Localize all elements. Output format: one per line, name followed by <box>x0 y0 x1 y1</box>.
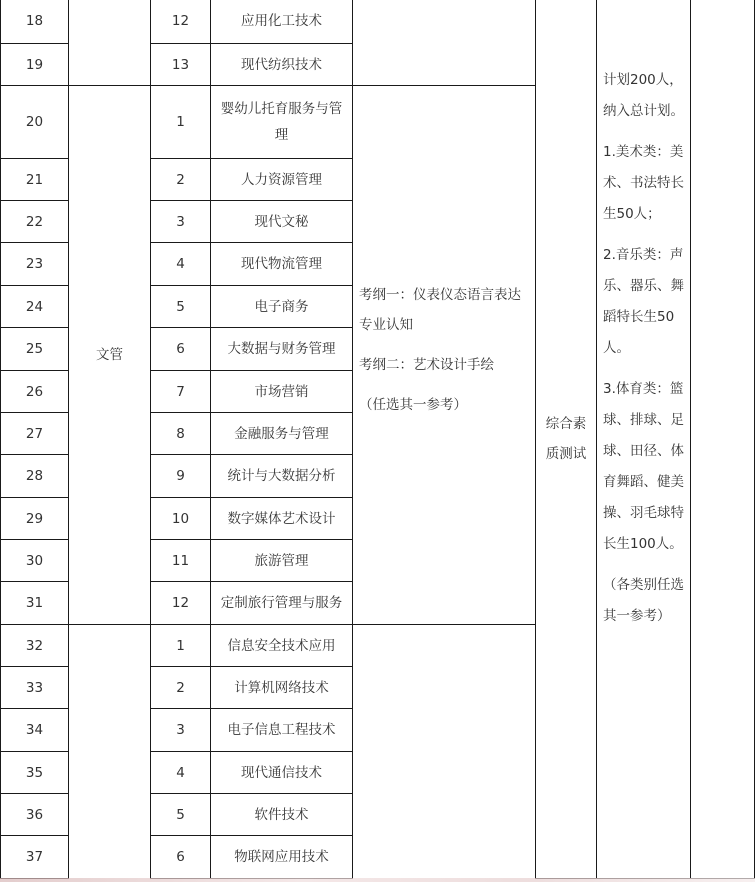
plan-art: 1.美术类：美术、书法特长生50人； <box>603 144 684 222</box>
quality-test-cell: 综合素质测试 <box>536 0 597 879</box>
major-cell: 电子商务 <box>211 286 353 328</box>
seq-cell: 36 <box>1 794 69 836</box>
seq-cell: 29 <box>1 498 69 540</box>
number-cell: 7 <box>151 371 211 413</box>
number-cell: 12 <box>151 582 211 625</box>
major-cell: 计算机网络技术 <box>211 667 353 709</box>
plan-total: 计划200人，纳入总计划。 <box>603 72 684 119</box>
number-cell: 11 <box>151 540 211 582</box>
major-cell: 现代通信技术 <box>211 752 353 794</box>
number-cell: 13 <box>151 44 211 86</box>
seq-cell: 24 <box>1 286 69 328</box>
seq-cell: 26 <box>1 371 69 413</box>
seq-cell: 20 <box>1 86 69 159</box>
number-cell: 10 <box>151 498 211 540</box>
number-cell: 1 <box>151 86 211 159</box>
number-cell: 2 <box>151 667 211 709</box>
number-cell: 4 <box>151 243 211 286</box>
major-cell: 现代纺织技术 <box>211 44 353 86</box>
major-cell: 信息安全技术应用 <box>211 625 353 667</box>
plan-cell <box>597 0 691 879</box>
seq-cell: 32 <box>1 625 69 667</box>
plan-note: （各类别任选其一参考） <box>603 577 684 624</box>
exam-cell-upper <box>353 0 536 86</box>
number-cell: 5 <box>151 794 211 836</box>
number-cell: 9 <box>151 455 211 498</box>
exam-outline-one: 考纲一：仪表仪态语言表达专业认知 <box>359 287 521 333</box>
number-cell: 6 <box>151 836 211 879</box>
remarks-cell <box>691 0 755 879</box>
major-cell: 现代文秘 <box>211 201 353 243</box>
major-cell: 大数据与财务管理 <box>211 328 353 371</box>
category-cell-wenguan: 文管 <box>69 86 151 625</box>
exam-outline-note: （任选其一参考） <box>359 397 467 413</box>
major-cell: 数字媒体艺术设计 <box>211 498 353 540</box>
number-cell: 3 <box>151 709 211 752</box>
seq-cell: 35 <box>1 752 69 794</box>
seq-cell: 18 <box>1 0 69 44</box>
category-cell-upper <box>69 0 151 44</box>
seq-cell: 19 <box>1 44 69 86</box>
seq-cell: 37 <box>1 836 69 879</box>
plan-music: 2.音乐类：声乐、器乐、舞蹈特长生50人。 <box>603 247 684 356</box>
major-cell: 婴幼儿托育服务与管理 <box>211 86 353 159</box>
number-cell: 12 <box>151 0 211 44</box>
major-cell: 应用化工技术 <box>211 0 353 44</box>
table-row <box>1 0 755 44</box>
major-cell: 电子信息工程技术 <box>211 709 353 752</box>
major-cell: 市场营销 <box>211 371 353 413</box>
seq-cell: 34 <box>1 709 69 752</box>
major-cell: 人力资源管理 <box>211 159 353 201</box>
seq-cell: 31 <box>1 582 69 625</box>
number-cell: 6 <box>151 328 211 371</box>
seq-cell: 27 <box>1 413 69 455</box>
number-cell: 4 <box>151 752 211 794</box>
number-cell: 1 <box>151 625 211 667</box>
major-cell: 统计与大数据分析 <box>211 455 353 498</box>
plan-sports: 3.体育类：篮球、排球、足球、田径、体育舞蹈、健美操、羽毛球特长生100人。 <box>603 381 684 552</box>
exam-outline-cell <box>353 86 536 625</box>
major-cell: 金融服务与管理 <box>211 413 353 455</box>
page-bottom-edge <box>0 878 755 882</box>
number-cell: 8 <box>151 413 211 455</box>
category-cell-lower <box>69 625 151 879</box>
major-cell: 物联网应用技术 <box>211 836 353 879</box>
number-cell: 5 <box>151 286 211 328</box>
exam-outline-two: 考纲二：艺术设计手绘 <box>359 357 494 373</box>
seq-cell: 25 <box>1 328 69 371</box>
number-cell: 3 <box>151 201 211 243</box>
seq-cell: 22 <box>1 201 69 243</box>
major-cell: 定制旅行管理与服务 <box>211 582 353 625</box>
seq-cell: 28 <box>1 455 69 498</box>
major-cell: 旅游管理 <box>211 540 353 582</box>
number-cell: 2 <box>151 159 211 201</box>
major-cell: 现代物流管理 <box>211 243 353 286</box>
seq-cell: 21 <box>1 159 69 201</box>
category-cell-upper-2 <box>69 44 151 86</box>
seq-cell: 30 <box>1 540 69 582</box>
exam-cell-lower <box>353 625 536 879</box>
seq-cell: 33 <box>1 667 69 709</box>
major-cell: 软件技术 <box>211 794 353 836</box>
seq-cell: 23 <box>1 243 69 286</box>
